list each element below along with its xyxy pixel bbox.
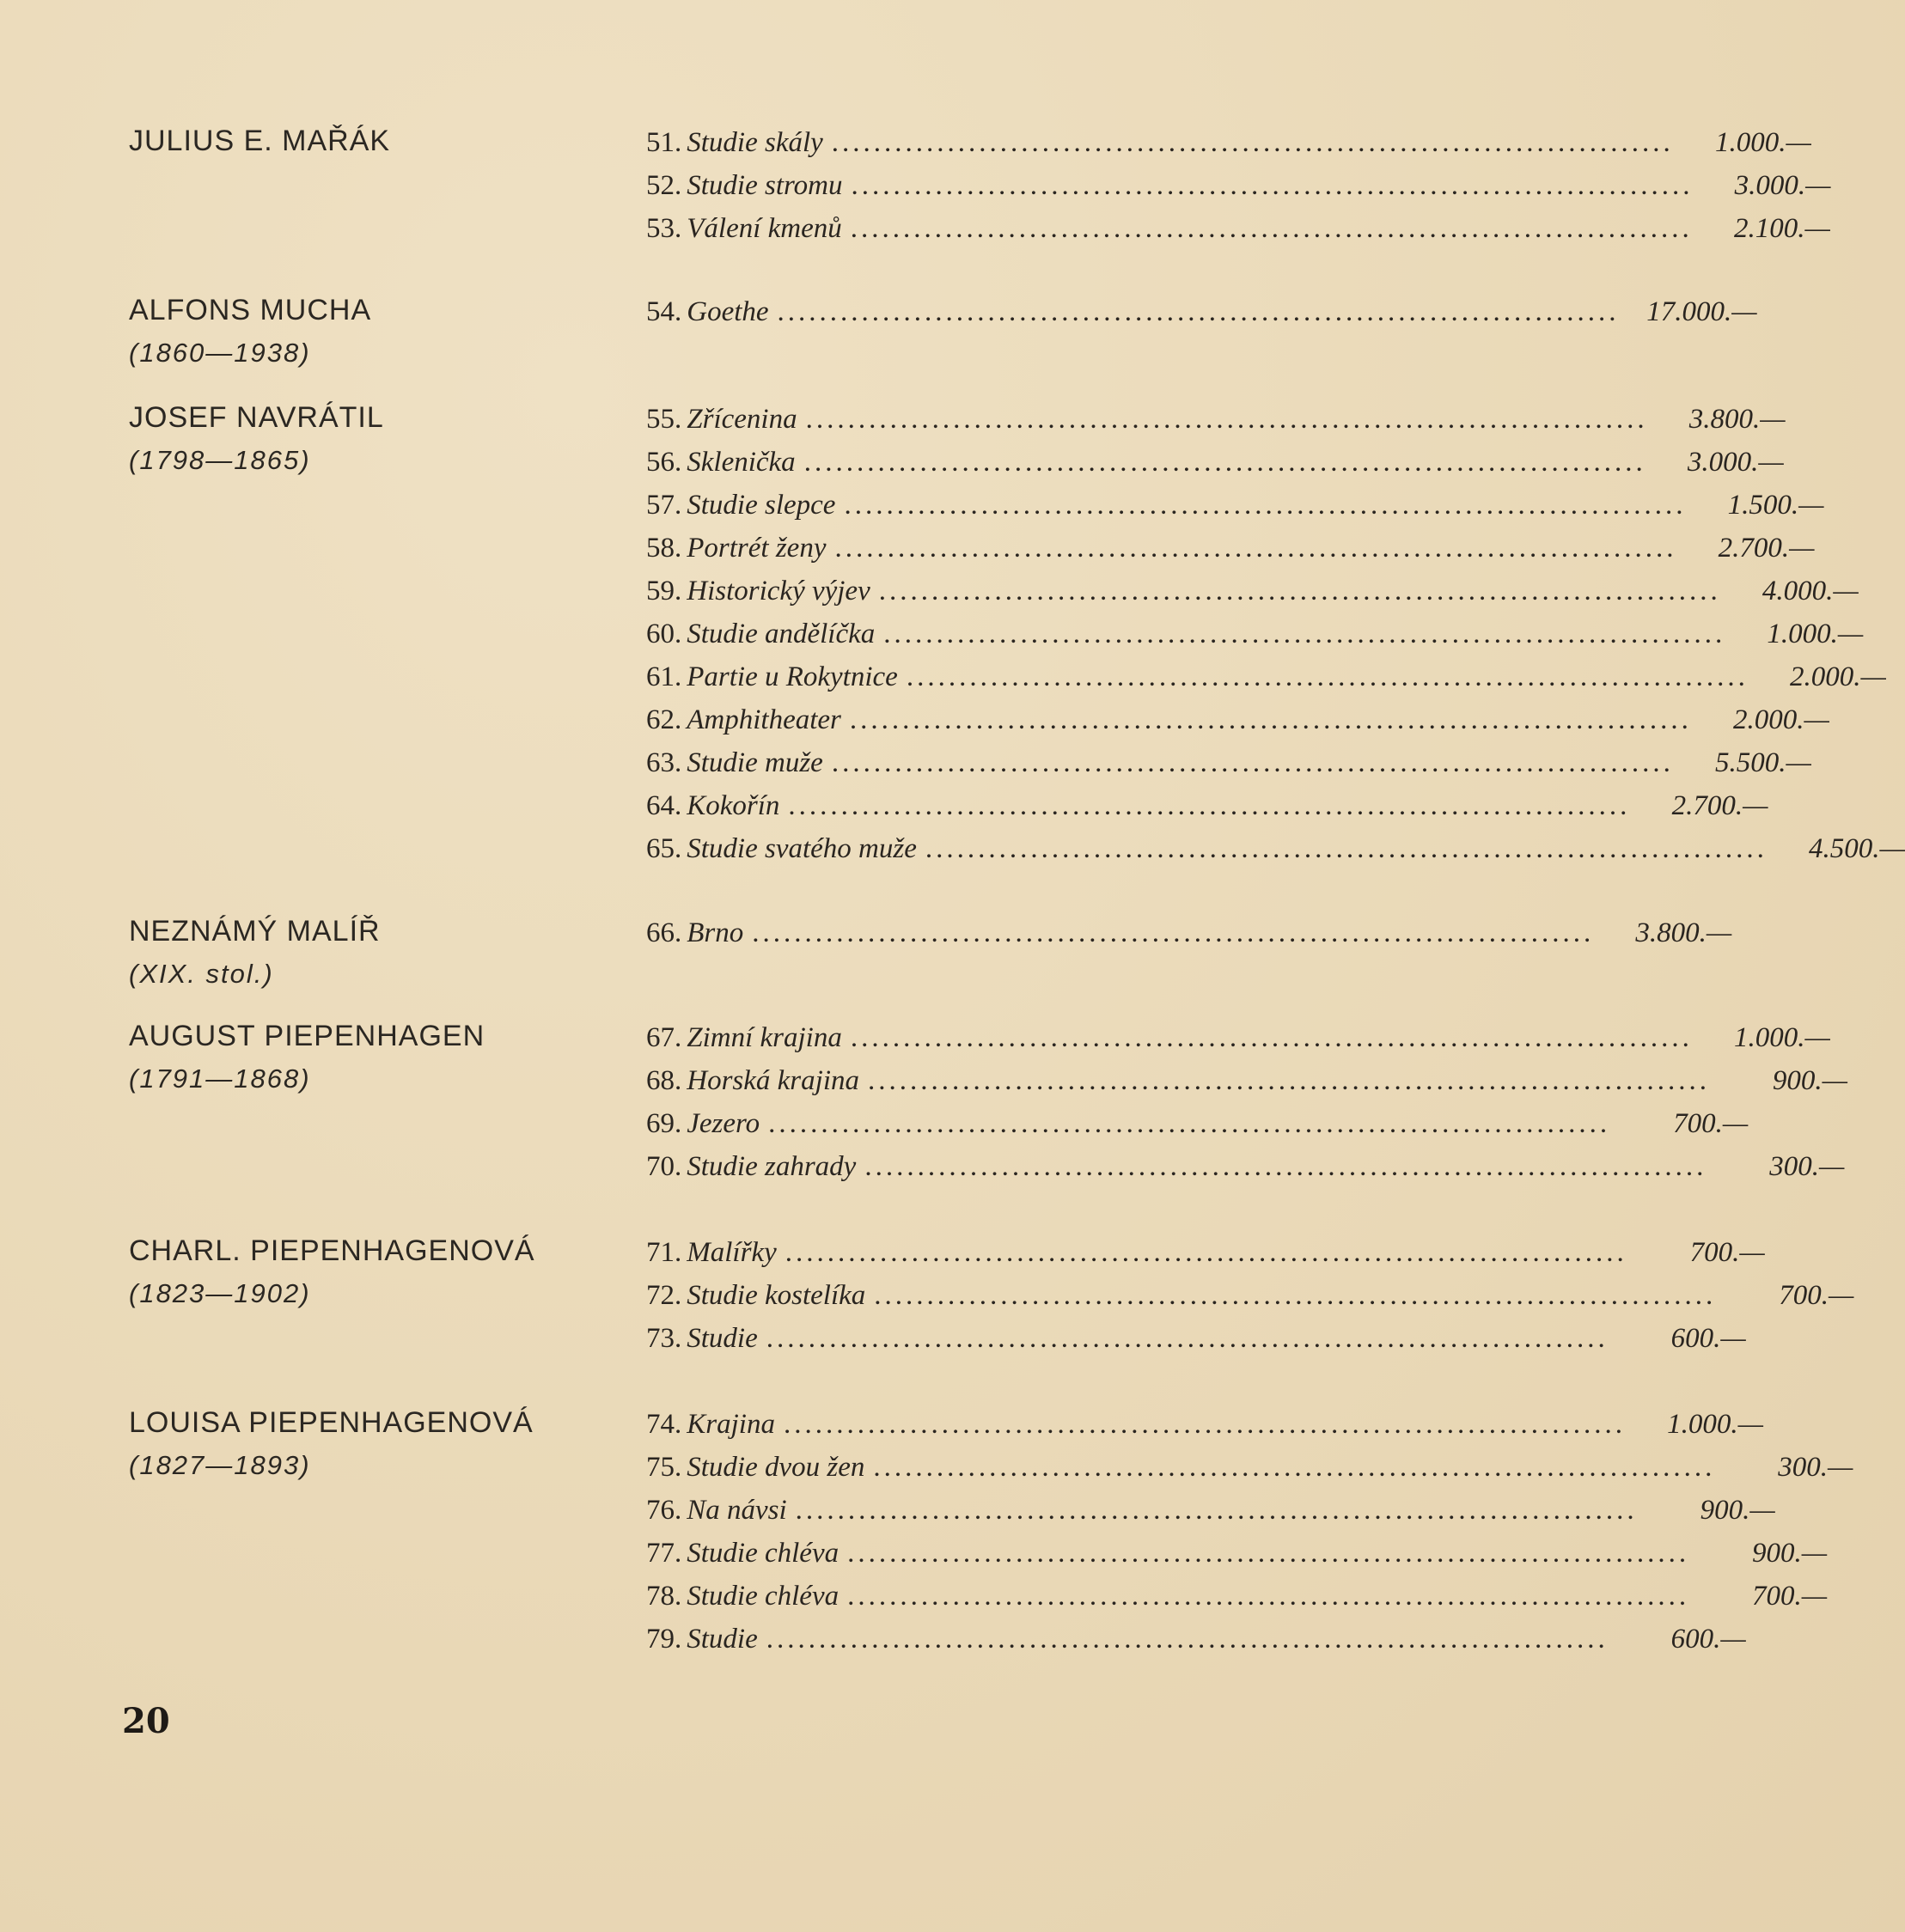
item-price: 700.— [1752, 1581, 1828, 1612]
item-price: 2.700.— [1671, 790, 1768, 821]
dot-leader: ................................................................................ [878, 576, 1721, 606]
item-title: Studie chléva [687, 1538, 840, 1569]
item-number-dot: . [675, 1323, 682, 1354]
dot-leader: ................................................................................ [847, 1538, 1690, 1569]
dot-leader: ................................................................................ [874, 1280, 1717, 1311]
dot-leader: ................................................................................ [805, 404, 1648, 435]
item-price: 300.— [1769, 1151, 1845, 1182]
catalog-item [646, 1538, 1828, 1581]
item-title: Brno [687, 917, 744, 948]
item-number: 52 [646, 170, 675, 201]
item-title: Goethe [687, 296, 769, 327]
item-number: 63 [646, 747, 675, 778]
dot-leader: ................................................................................ [803, 447, 1646, 478]
item-title: Krajina [687, 1409, 775, 1440]
item-title: Jezero [687, 1108, 760, 1139]
item-number: 77 [646, 1538, 675, 1569]
item-number: 73 [646, 1323, 675, 1354]
artist-dates: (1823—1902) [129, 1278, 311, 1308]
item-number-dot: . [675, 917, 682, 948]
item-number-dot: . [675, 404, 682, 435]
item-number-dot: . [675, 619, 682, 649]
item-number: 75 [646, 1452, 675, 1483]
catalog-item [646, 704, 1829, 747]
item-title: Amphitheater [687, 704, 841, 735]
item-number-dot: . [675, 1538, 682, 1569]
item-number: 70 [646, 1151, 675, 1182]
item-title: Studie [687, 1624, 758, 1655]
dot-leader: ................................................................................ [795, 1495, 1638, 1526]
item-price: 600.— [1670, 1323, 1746, 1354]
item-title: Zimní krajina [687, 1022, 842, 1053]
item-title: Sklenička [687, 447, 796, 478]
item-price: 3.000.— [1734, 170, 1831, 201]
dot-leader: ................................................................................ [831, 127, 1674, 158]
item-price: 3.000.— [1687, 447, 1784, 478]
item-price: 900.— [1772, 1065, 1847, 1096]
item-number: 68 [646, 1065, 675, 1096]
dot-leader: ................................................................................ [834, 533, 1677, 564]
item-number: 78 [646, 1581, 675, 1612]
item-number-dot: . [675, 296, 682, 327]
item-number-dot: . [675, 213, 682, 244]
item-number-dot: . [675, 1280, 682, 1311]
dot-leader: ................................................................................ [844, 490, 1687, 521]
item-number: 62 [646, 704, 675, 735]
item-number-dot: . [675, 170, 682, 201]
catalog-item [646, 833, 1905, 876]
item-price: 2.000.— [1789, 661, 1886, 692]
item-number-dot: . [675, 533, 682, 564]
item-number-dot: . [675, 1108, 682, 1139]
item-price: 4.000.— [1762, 576, 1859, 606]
item-title: Studie slepce [687, 490, 836, 521]
catalog-item [646, 1495, 1775, 1538]
item-price: 2.700.— [1718, 533, 1815, 564]
item-number: 51 [646, 127, 675, 158]
catalog-item [646, 1409, 1763, 1452]
item-number: 71 [646, 1237, 675, 1268]
item-title: Studie [687, 1323, 758, 1354]
item-number: 74 [646, 1409, 675, 1440]
artist-name: CHARL. PIEPENHAGENOVÁ [129, 1234, 535, 1267]
item-number-dot: . [675, 127, 682, 158]
item-price: 300.— [1778, 1452, 1853, 1483]
item-price: 900.— [1752, 1538, 1828, 1569]
item-title: Studie dvou žen [687, 1452, 865, 1483]
catalog-item [646, 490, 1824, 533]
dot-leader: ................................................................................ [849, 704, 1692, 735]
item-number-dot: . [675, 1151, 682, 1182]
artist-name: JOSEF NAVRÁTIL [129, 401, 384, 434]
item-number: 67 [646, 1022, 675, 1053]
item-number-dot: . [675, 1624, 682, 1655]
dot-leader: ................................................................................ [883, 619, 1726, 649]
item-title: Studie chléva [687, 1581, 840, 1612]
catalog-item [646, 170, 1831, 213]
item-price: 1.000.— [1767, 619, 1864, 649]
item-title: Portrét ženy [687, 533, 827, 564]
item-price: 1.500.— [1727, 490, 1824, 521]
artist-name: NEZNÁMÝ MALÍŘ [129, 915, 381, 948]
item-number: 58 [646, 533, 675, 564]
dot-leader: ................................................................................ [777, 296, 1620, 327]
item-title: Zřícenina [687, 404, 797, 435]
item-number-dot: . [675, 1022, 682, 1053]
item-title: Partie u Rokytnice [687, 661, 898, 692]
item-number: 59 [646, 576, 675, 606]
item-price: 700.— [1689, 1237, 1765, 1268]
catalog-item [646, 661, 1886, 704]
item-number: 76 [646, 1495, 675, 1526]
catalog-item [646, 1065, 1847, 1108]
item-number-dot: . [675, 790, 682, 821]
dot-leader: ................................................................................ [847, 1581, 1690, 1612]
item-number: 60 [646, 619, 675, 649]
item-price: 4.500.— [1809, 833, 1905, 864]
catalog-item [646, 747, 1811, 790]
item-number: 56 [646, 447, 675, 478]
dot-leader: ................................................................................ [873, 1452, 1716, 1483]
item-number-dot: . [675, 1237, 682, 1268]
dot-leader: ................................................................................ [788, 790, 1631, 821]
dot-leader: ................................................................................ [851, 170, 1694, 201]
item-price: 1.000.— [1734, 1022, 1830, 1053]
item-number: 65 [646, 833, 675, 864]
dot-leader: ................................................................................ [864, 1151, 1707, 1182]
item-number-dot: . [675, 1065, 682, 1096]
dot-leader: ................................................................................ [850, 1022, 1693, 1053]
catalog-item [646, 1237, 1765, 1280]
catalog-item [646, 1151, 1845, 1194]
item-number: 53 [646, 213, 675, 244]
item-number-dot: . [675, 576, 682, 606]
item-number: 55 [646, 404, 675, 435]
item-number: 61 [646, 661, 675, 692]
dot-leader: ................................................................................ [831, 747, 1674, 778]
item-number-dot: . [675, 490, 682, 521]
item-title: Historický výjev [687, 576, 870, 606]
item-price: 2.100.— [1733, 213, 1830, 244]
item-price: 900.— [1700, 1495, 1775, 1526]
artist-dates: (1827—1893) [129, 1450, 311, 1480]
item-price: 17.000.— [1646, 296, 1757, 327]
catalog-item [646, 1280, 1854, 1323]
dot-leader: ................................................................................ [766, 1323, 1609, 1354]
item-number-dot: . [675, 704, 682, 735]
catalog-item [646, 619, 1864, 661]
item-number: 54 [646, 296, 675, 327]
artist-name: LOUISA PIEPENHAGENOVÁ [129, 1406, 534, 1439]
catalog-item [646, 447, 1784, 490]
catalog-item [646, 1581, 1828, 1624]
item-number-dot: . [675, 747, 682, 778]
dot-leader: ................................................................................ [785, 1237, 1627, 1268]
page-number: 20 [122, 1701, 170, 1741]
dot-leader: ................................................................................ [752, 917, 1595, 948]
item-number: 79 [646, 1624, 675, 1655]
item-price: 1.000.— [1667, 1409, 1763, 1440]
catalog-item [646, 533, 1815, 576]
item-price: 1.000.— [1714, 127, 1811, 158]
artist-dates: (1860—1938) [129, 338, 311, 368]
catalog-item [646, 296, 1757, 339]
item-number-dot: . [675, 1581, 682, 1612]
item-title: Studie muže [687, 747, 823, 778]
catalog-item [646, 1624, 1746, 1667]
item-number-dot: . [675, 833, 682, 864]
catalog-item [646, 213, 1830, 256]
item-number-dot: . [675, 447, 682, 478]
dot-leader: ................................................................................ [768, 1108, 1611, 1139]
item-price: 3.800.— [1688, 404, 1786, 435]
catalog-item [646, 1452, 1853, 1495]
item-number: 64 [646, 790, 675, 821]
item-number: 57 [646, 490, 675, 521]
catalog-item [646, 404, 1786, 447]
item-number-dot: . [675, 1409, 682, 1440]
catalog-item [646, 1108, 1749, 1151]
dot-leader: ................................................................................ [850, 213, 1693, 244]
artist-dates: (1791—1868) [129, 1064, 311, 1094]
dot-leader: ................................................................................ [906, 661, 1749, 692]
item-number-dot: . [675, 661, 682, 692]
item-price: 2.000.— [1733, 704, 1829, 735]
item-title: Studie skály [687, 127, 823, 158]
catalog-item [646, 790, 1768, 833]
item-title: Na návsi [687, 1495, 787, 1526]
item-title: Horská krajina [687, 1065, 859, 1096]
artist-name: ALFONS MUCHA [129, 294, 372, 326]
item-number-dot: . [675, 1452, 682, 1483]
artist-name: AUGUST PIEPENHAGEN [129, 1020, 485, 1052]
item-price: 600.— [1670, 1624, 1746, 1655]
item-title: Studie andělíčka [687, 619, 876, 649]
dot-leader: ................................................................................ [925, 833, 1768, 864]
item-number: 66 [646, 917, 675, 948]
dot-leader: ................................................................................ [783, 1409, 1626, 1440]
catalog-item [646, 1323, 1746, 1366]
artist-dates: (1798—1865) [129, 445, 311, 475]
item-price: 700.— [1673, 1108, 1749, 1139]
item-price: 3.800.— [1635, 917, 1732, 948]
dot-leader: ................................................................................ [868, 1065, 1710, 1096]
item-price: 5.500.— [1714, 747, 1811, 778]
dot-leader: ................................................................................ [766, 1624, 1609, 1655]
item-number: 72 [646, 1280, 675, 1311]
item-price: 700.— [1779, 1280, 1854, 1311]
artist-name: JULIUS E. MAŘÁK [129, 125, 391, 157]
item-title: Studie stromu [687, 170, 843, 201]
item-title: Kokořín [687, 790, 780, 821]
item-title: Studie kostelíka [687, 1280, 866, 1311]
item-title: Studie svatého muže [687, 833, 917, 864]
item-title: Studie zahrady [687, 1151, 857, 1182]
catalog-item [646, 917, 1732, 960]
item-number: 69 [646, 1108, 675, 1139]
artist-dates: (XIX. stol.) [129, 959, 274, 989]
item-title: Malířky [687, 1237, 777, 1268]
catalog-item [646, 576, 1859, 619]
catalog-item [646, 127, 1811, 170]
item-number-dot: . [675, 1495, 682, 1526]
item-title: Válení kmenů [687, 213, 842, 244]
catalog-item [646, 1022, 1830, 1065]
